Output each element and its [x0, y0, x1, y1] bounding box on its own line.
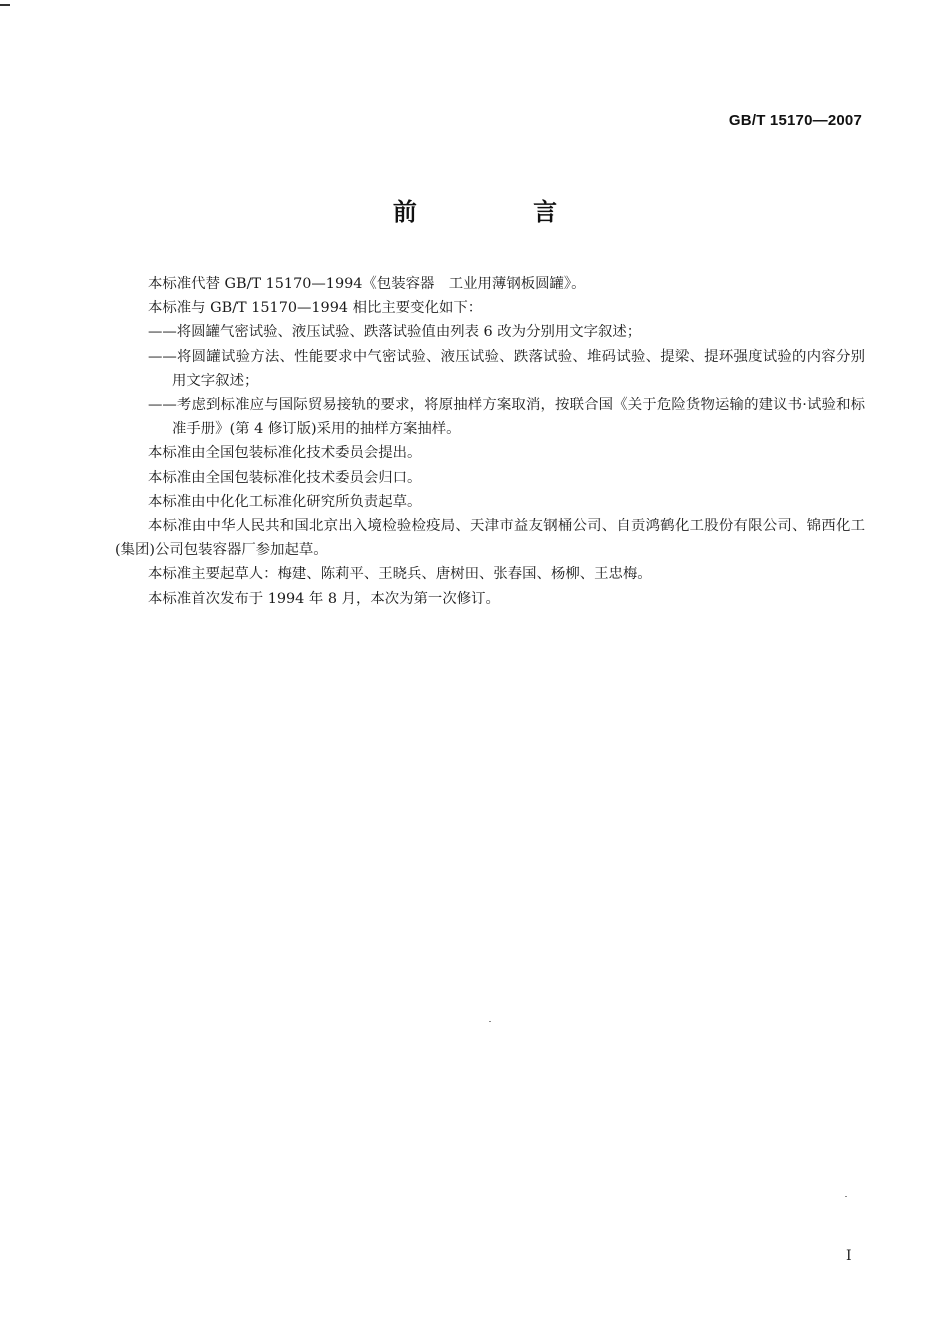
- page-title: 前 言: [392, 198, 612, 226]
- change-item: ——考虑到标准应与国际贸易接轨的要求，将原抽样方案取消，按联合国《关于危险货物运输的建议书·试验和标准手册》(第 4 修订版)采用的抽样方案抽样。: [148, 397, 865, 438]
- scan-corner-mark: [0, 4, 10, 6]
- paragraph-main-drafters: 本标准主要起草人：梅建、陈莉平、王晓兵、唐树田、张春国、杨柳、王忠梅。: [148, 566, 652, 583]
- paragraph-drafted-by: 本标准由中化化工标准化研究所负责起草。: [148, 493, 422, 510]
- page-number: I: [846, 1248, 852, 1264]
- paragraph-proposed-by: 本标准由全国包装标准化技术委员会提出。: [148, 445, 422, 462]
- paragraph-managed-by: 本标准由全国包装标准化技术委员会归口。: [148, 469, 422, 486]
- paragraph-first-published: 本标准首次发布于 1994 年 8 月，本次为第一次修订。: [148, 590, 500, 607]
- paragraph-changes-intro: 本标准与 GB/T 15170—1994 相比主要变化如下：: [148, 300, 483, 317]
- paragraph-participants: 本标准由中华人民共和国北京出入境检验检疫局、天津市益友钢桶公司、自贡鸿鹤化工股份有限公司、锦西化工(集团)公司包装容器厂参加起草。: [115, 518, 865, 559]
- change-item: ——将圆罐试验方法、性能要求中气密试验、液压试验、跌落试验、堆码试验、提梁、提环强度试验的内容分别用文字叙述；: [148, 348, 865, 389]
- paragraph-replaces: 本标准代替 GB/T 15170—1994《包装容器 工业用薄钢板圆罐》。: [148, 276, 586, 292]
- change-item: ——将圆罐气密试验、液压试验、跌落试验值由列表 6 改为分别用文字叙述；: [148, 324, 642, 341]
- scan-speck: [845, 1196, 847, 1197]
- foreword-body: [115, 272, 865, 611]
- standard-code: GB/T 15170—2007: [728, 112, 862, 129]
- scan-speck: [489, 1021, 491, 1022]
